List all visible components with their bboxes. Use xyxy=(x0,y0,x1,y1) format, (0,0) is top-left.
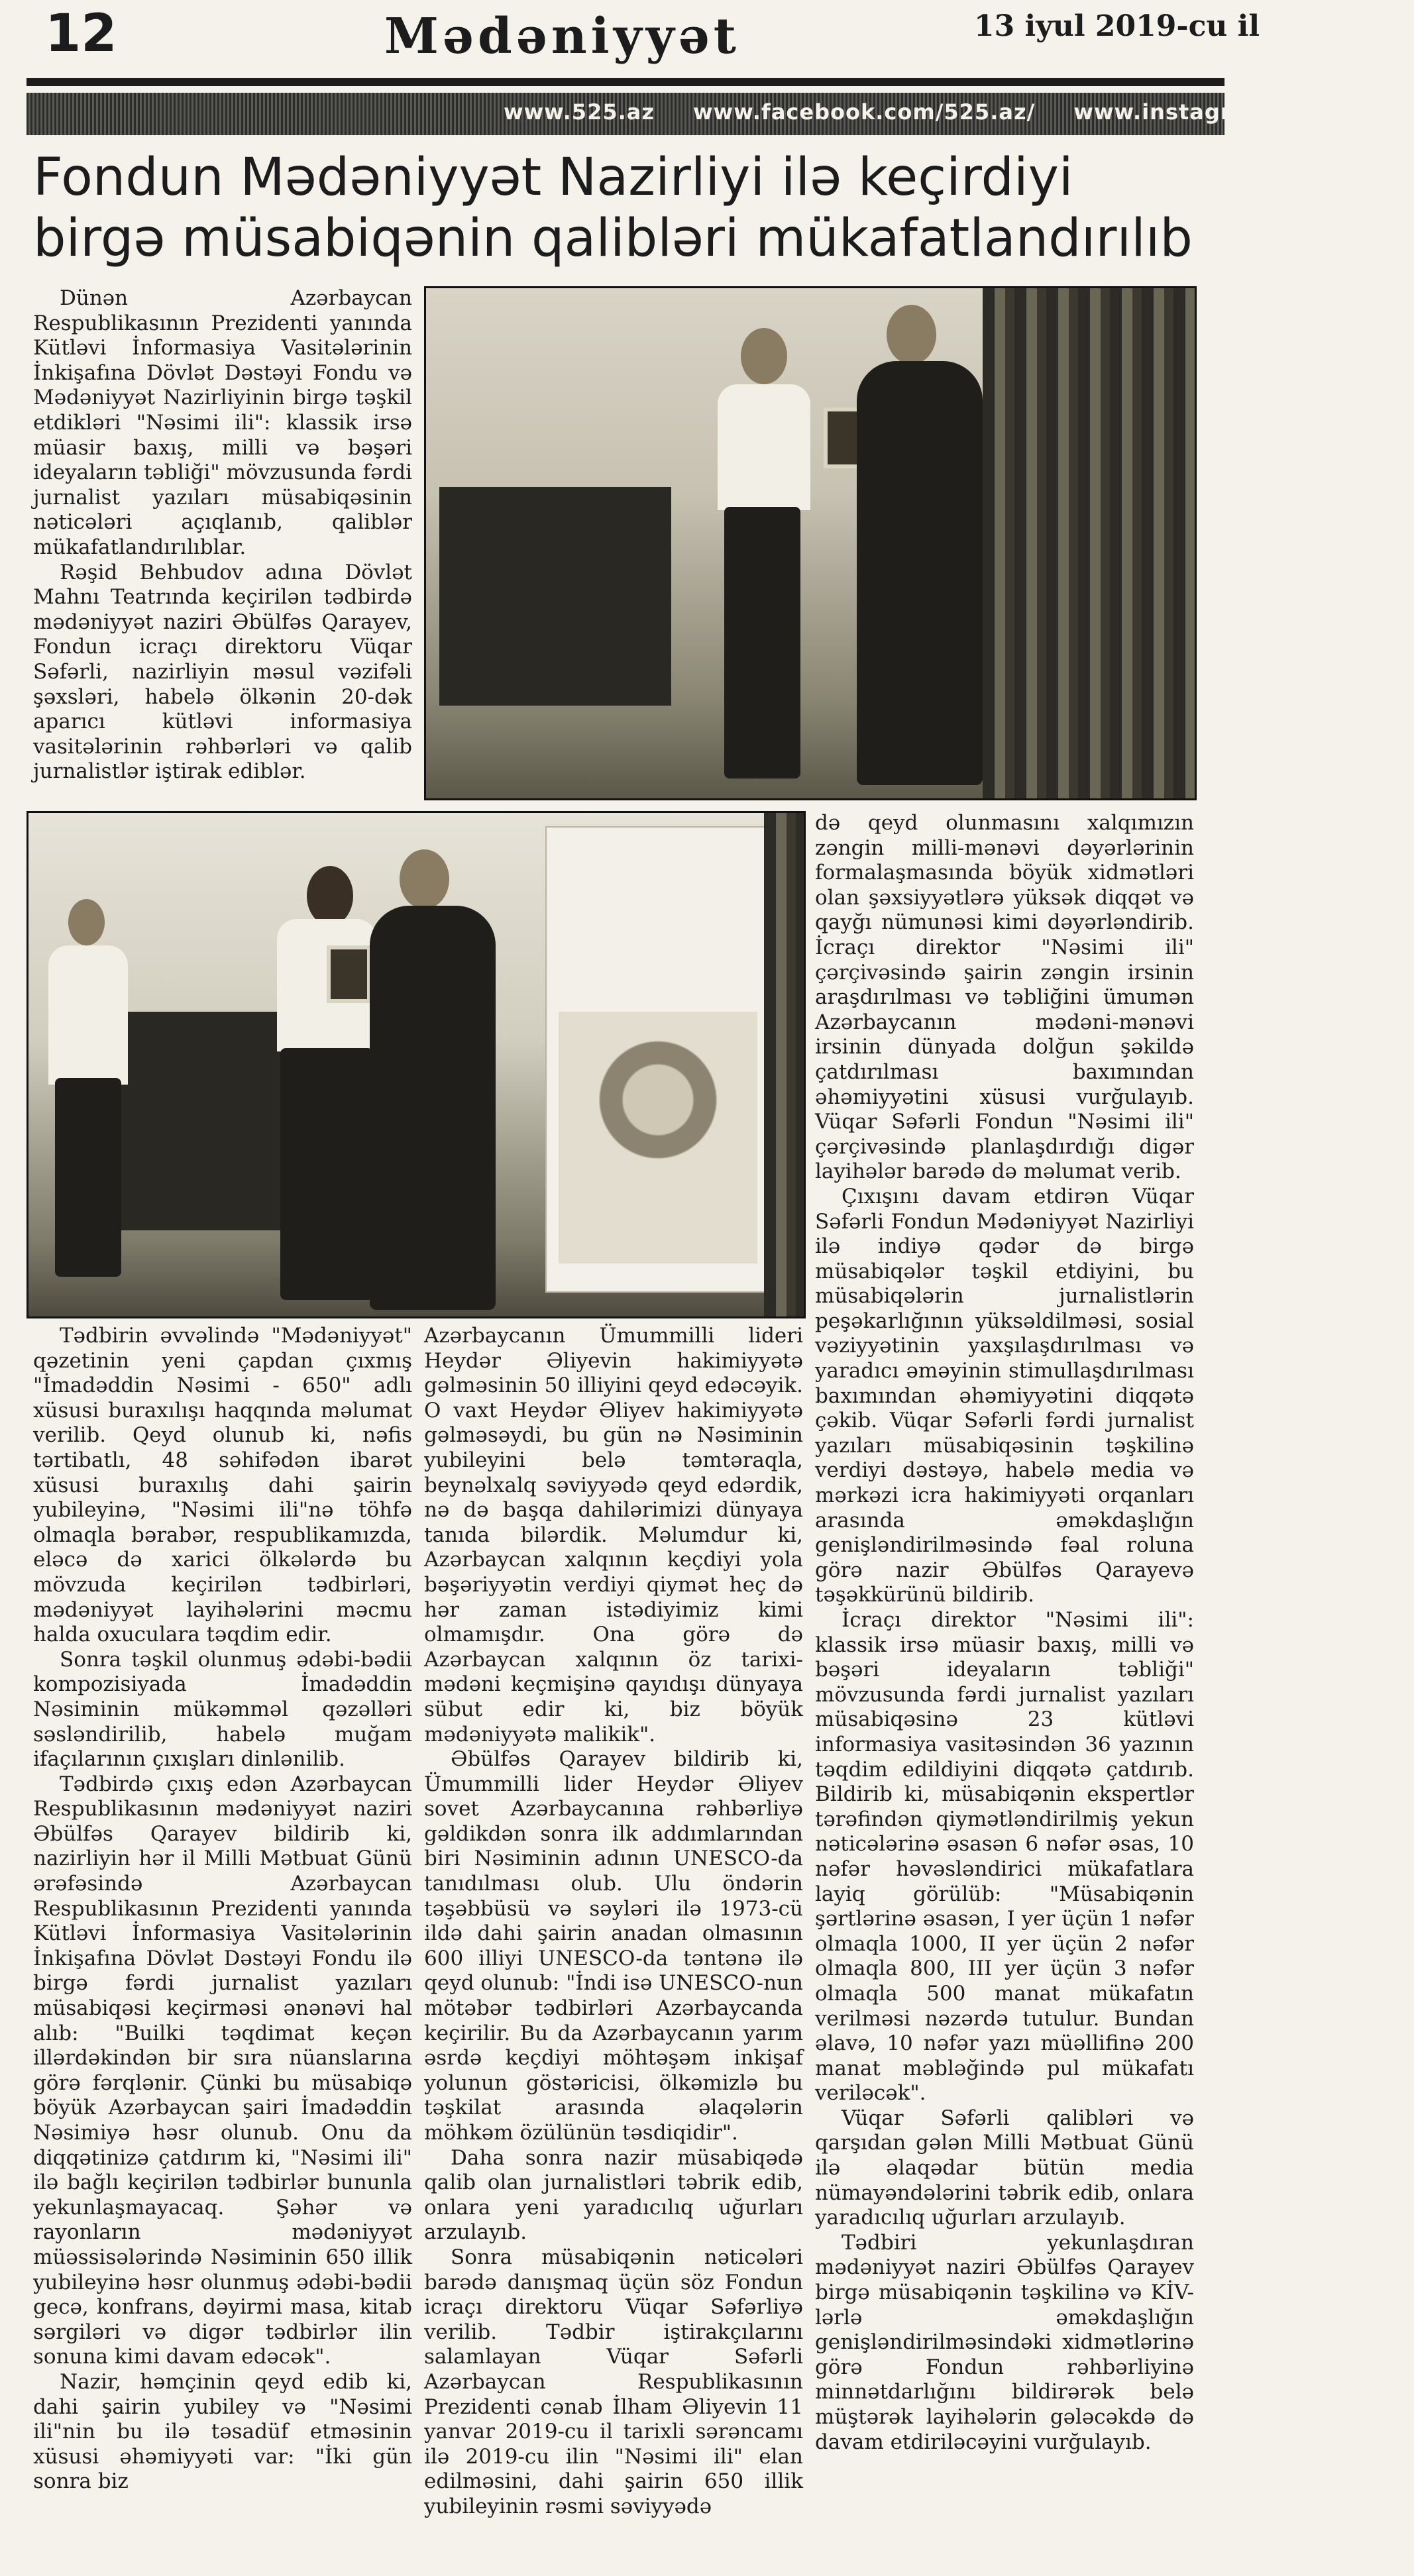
masthead xyxy=(27,0,1384,125)
paragraph: Daha sonra nazir müsabiqədə qalib olan jurnalistləri təbrik edib, onlara yeni yaradıcılıq uğurları arzulayıb. xyxy=(424,2145,803,2245)
column-right xyxy=(815,811,1194,2455)
photo-person-head xyxy=(741,328,787,384)
paragraph: Dünən Azərbaycan Respublikasının Prezidenti yanında Kütləvi İnformasiya Vasitələrinin İnkişafına Dövlət Dəstəyi Fondu və Mədəniyyət Nazirliyinin birgə təşkil etdikləri "Nəsimi ili": klassik irsə müasir baxış, milli və bəşəri ideyaların təbliği" mövzusunda fərdi jurnalist yazıları müsabiqəsinin nəticələri açıqlanıb, qaliblər mükafatlandırılıblar. xyxy=(33,286,412,559)
masthead-rule xyxy=(27,78,1224,86)
photo-portrait xyxy=(559,1012,757,1263)
social-links xyxy=(504,99,1414,125)
paragraph: Tədbirdə çıxış edən Azərbaycan Respublikasının mədəniyyət naziri Əbülfəs Qarayev bildirib ki, nazirliyin hər il Milli Mətbuat Günü ərəfəsində Azərbaycan Respublikasının Prezidenti yanında Kütləvi İnformasiya Vasitələrinin İnkişafına Dövlət Dəstəyi Fondu ilə birgə fərdi jurnalist yazıları müsabiqəsi keçirməsi ənənəvi hal alıb: "Builki təqdimat keçən illərdəkindən bir sıra nüanslarına görə fərqlənir. Çünki bu müsabiqə böyük Azərbaycan şairi İmadəddin Nəsimiyə həsr olunub. Onu da diqqətinizə çatdırım ki, "Nəsimi ili" ilə bağlı keçirilən tədbirlər bununla yekunlaşmayacaq. Şəhər və rayonların mədəniyyət müəssisələrində Nəsiminin 650 illik yubileyinə həsr olunmuş ədəbi-bədii gecə, konfrans, dəyirmi masa, kitab sərgiləri və digər tədbirlər ilin sonuna kimi davam edəcək". xyxy=(33,1772,412,2369)
photo-person-legs xyxy=(724,507,800,778)
photo-prop xyxy=(439,487,671,706)
column-left-bottom xyxy=(33,1324,412,2495)
paragraph: Vüqar Səfərli qalibləri və qarşıdan gələn Milli Mətbuat Günü ilə əlaqədar bütün media nümayəndələrini təbrik edib, onlara yaradıcılıq uğurları arzulayıb. xyxy=(815,2106,1194,2230)
link-facebook[interactable]: www.facebook.com/525.az/ xyxy=(693,99,1036,125)
photo-award-ceremony-2 xyxy=(27,811,806,1318)
section-title: Mədəniyyət xyxy=(384,8,740,65)
photo-person-head xyxy=(887,305,936,364)
link-instagram[interactable]: www.instagram.com/525 xyxy=(1073,99,1384,125)
photo-person-shirt xyxy=(48,945,128,1085)
paragraph: Tədbirin əvvəlində "Mədəniyyət" qəzetinin yeni çapdan çıxmış "İmadəddin Nəsimi - 650" adlı xüsusi buraxılışı haqqında məlumat verilib. Qeyd olunub ki, nəfis tərtibatlı, 48 səhifədən ibarət xüsusi buraxılış dahi şairin yubileyinə, "Nəsimi ili"nə töhfə olmaqla bərabər, respublikamızda, eləcə də xarici ölkələrdə bu mövzuda keçirilən tədbirləri, mədəniyyət layihələrini məcmu halda oxuculara təqdim edir. xyxy=(33,1324,412,1647)
headline: Fondun Mədəniyyət Nazirliyi ilə keçirdiyi birgə müsabiqənin qalibləri mükafatlandırılıb xyxy=(33,148,1193,268)
photo-person-head xyxy=(307,866,353,926)
paragraph: də qeyd olunmasını xalqımızın zəngin milli-mənəvi dəyərlərinin formalaşmasında böyük xidmətləri olan şəxsiyyətlərə yüksək diqqət və qayğı nümunəsi kimi dəyərləndirib. İcraçı direktor "Nəsimi ili" çərçivəsində şairin zəngin irsinin araşdırılması və təbliğini ümumən Azərbaycanın mədəni-mənəvi irsinin dünyada dolğun şəkildə çatdırılması baxımından əhəmiyyətini xüsusi vurğulayıb. Vüqar Səfərli Fondun "Nəsimi ili" çərçivəsində planlaşdırdığı digər layihələr barədə də məlumat verib. xyxy=(815,811,1194,1184)
photo-person-skirt xyxy=(280,1048,373,1300)
photo-person-suit xyxy=(370,906,496,1310)
photo-person-suit xyxy=(857,361,983,785)
photo-person-dress xyxy=(55,1078,121,1277)
paragraph: Azərbaycanın Ümummilli lideri Heydər Əliyevin hakimiyyətə gəlməsinin 50 illiyini qeyd edəcəyik. O vaxt Heydər Əliyev hakimiyyətə gəlməsəydi, bu gün nə Nəsiminin yubileyini belə təmtəraqla, beynəlxalq səviyyədə qeyd edərdik, nə də başqa dahilərimizi dünyaya tanıda bilərdik. Məlumdur ki, Azərbaycan xalqının keçdiyi yola bəşəriyyətin verdiyi qiymət heç də hər zaman istədiyimiz kimi olmamışdır. Ona görə də Azərbaycan xalqının öz tarixi-mədəni keçmişinə qayıdışı dünyaya sübut edir ki, biz böyük mədəniyyətə malikik". xyxy=(424,1324,803,1746)
paragraph: Sonra müsabiqənin nəticələri barədə danışmaq üçün söz Fondun icraçı direktoru Vüqar Səfərliyə verilib. Tədbir iştirakçılarını salamlayan Vüqar Səfərli Azərbaycan Respublikasının Prezidenti cənab İlham Əliyevin 11 yanvar 2019-cu il tarixli sərəncamı ilə 2019-cu ilin "Nəsimi ili" elan edilməsini, dahi şairin 650 illik yubileyinin rəsmi səviyyədə xyxy=(424,2245,803,2518)
paragraph: Çıxışını davam etdirən Vüqar Səfərli Fondun Mədəniyyət Nazirliyi ilə indiyə qədər də birgə müsabiqələr təşkil etdiyini, bu müsabiqələrin jurnalistlərin peşəkarlığının yüksəldilməsi, sosial vəziyyətinin yaxşılaşdırılması və yaradıcı əməyinin stimullaşdırılması baxımından əhəmiyyətini diqqətə çəkib. Vüqar Səfərli fərdi jurnalist yazıları müsabiqəsinin təşkilinə verdiyi dəstəyə, habelə media və mərkəzi icra hakimiyyəti orqanları arasında əməkdaşlığın genişləndirilməsində fəal roluna görə nazir Əbülfəs Qarayevə təşəkkürünü bildirib. xyxy=(815,1184,1194,1607)
photo-person-head xyxy=(400,849,449,909)
paragraph: Tədbiri yekunlaşdıran mədəniyyət naziri Əbülfəs Qarayev birgə müsabiqənin təşkilinə və KİV-lərlə əməkdaşlığın genişləndirilməsindəki xidmətlərinə görə Fondun rəhbərliyinə minnətdarlığını bildirərək belə müştərək layihələrin gələcəkdə də davam etdiriləcəyini vurğulayıb. xyxy=(815,2230,1194,2454)
paragraph: Rəşid Behbudov adına Dövlət Mahnı Teatrında keçirilən tədbirdə mədəniyyət naziri Əbülfəs Qarayev, Fondun icraçı direktoru Vüqar Səfərli, nazirliyin məsul vəzifəli şəxsləri, habelə ölkənin 20-dək aparıcı kütləvi informasiya vasitələrinin rəhbərləri və qalib jurnalistlər iştirak ediblər. xyxy=(33,560,412,784)
column-left-top xyxy=(33,286,412,784)
issue-date: 13 iyul 2019-cu il xyxy=(974,9,1260,43)
column-middle xyxy=(424,1324,803,2520)
paragraph: Sonra təşkil olunmuş ədəbi-bədii kompozisiyada İmadəddin Nəsiminin mükəmməl qəzəlləri səsləndirilib, habelə muğam ifaçılarının çıxışları dinlənilib. xyxy=(33,1647,412,1772)
photo-curtain xyxy=(764,813,804,1316)
paragraph: İcraçı direktor "Nəsimi ili": klassik irsə müasir baxış, milli və bəşəri ideyaların təbliği" mövzusunda fərdi jurnalist yazıları müsabiqəsinə 23 kütləvi informasiya vasitəsindən 36 yazının təqdim edildiyini diqqətə çatdırıb. Bildirib ki, müsabiqənin ekspertlər tərəfindən qiymətləndirilmiş yekun nəticələrinə əsasən 6 nəfər əsas, 10 nəfər həvəsləndirici mükafatlara layiq görülüb: "Müsabiqənin şərtlərinə əsasən, I yer üçün 1 nəfər olmaqla 1000, II yer üçün 2 nəfər olmaqla 800, III yer üçün 3 nəfər olmaqla 500 manat mükafatın verilməsi nəzərdə tutulur. Bundan əlavə, 10 nəfər yazı müəllifinə 200 manat məbləğində pul mükafatı veriləcək". xyxy=(815,1608,1194,2106)
photo-person-head xyxy=(68,899,105,945)
link-site[interactable]: www.525.az xyxy=(504,99,655,125)
page-number: 12 xyxy=(45,4,117,64)
photo-plaque xyxy=(327,945,371,1003)
photo-curtain xyxy=(983,288,1195,798)
paragraph: Əbülfəs Qarayev bildirib ki, Ümummilli lider Heydər Əliyev sovet Azərbaycanına rəhbərliyə gəldikdən sonra ilk addımlarından biri Nəsiminin adının UNESCO-da tanıdılması olub. Ulu öndərin təşəbbüsü və səyləri ilə 1973-cü ildə dahi şairin anadan olmasının 600 illiyi UNESCO-da təntənə ilə qeyd olunub: "İndi isə UNESCO-nun mötəbər tədbirləri Azərbaycanda keçirilir. Bu da Azərbaycanın yarım əsrdə keçdiyi möhtəşəm inkişaf yolunun göstəricisi, ölkəmizlə bu təşkilat arasında əlaqələrin möhkəm özülünün təsdiqidir". xyxy=(424,1747,803,2145)
photo-person-shirt xyxy=(718,384,810,510)
photo-award-ceremony-1 xyxy=(424,286,1197,800)
paragraph: Nazir, həmçinin qeyd edib ki, dahi şairin yubiley və "Nəsimi ili"nin bu ilə təsadüf etməsinin xüsusi əhəmiyyəti var: "İki gün sonra biz xyxy=(33,2369,412,2494)
